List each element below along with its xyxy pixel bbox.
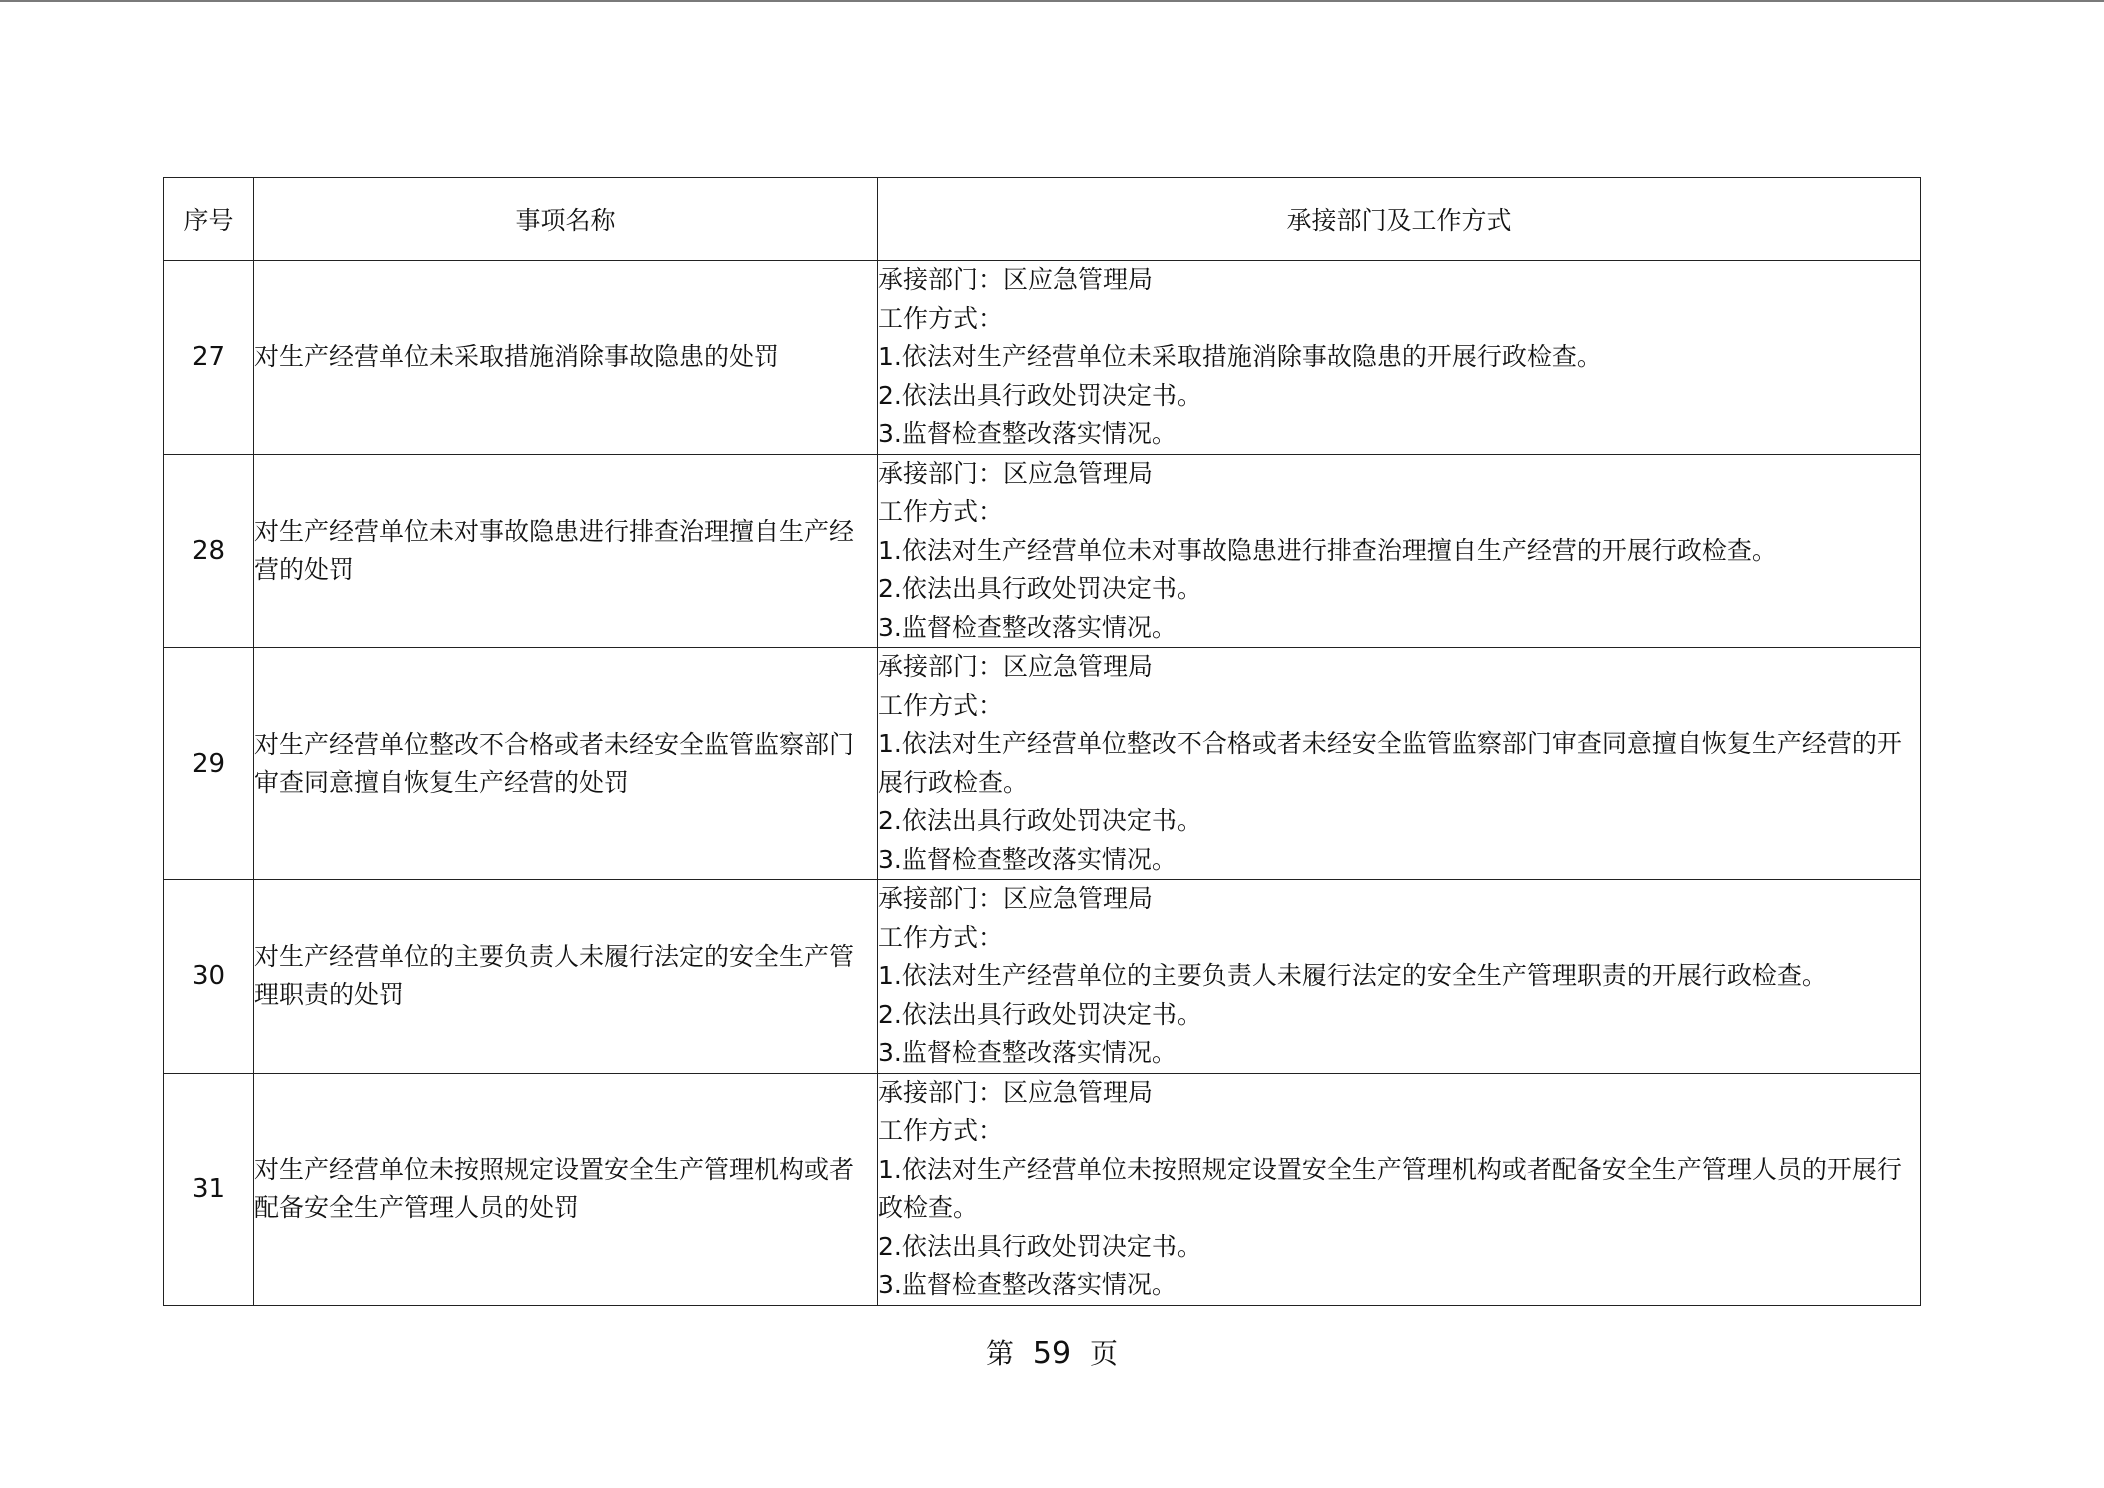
row-item-name: 对生产经营单位的主要负责人未履行法定的安全生产管理职责的处罚 xyxy=(254,880,878,1074)
step-item: 3.监督检查整改落实情况。 xyxy=(878,612,1177,642)
page-number: 59 xyxy=(1032,1336,1072,1371)
step-item: 2.依法出具行政处罚决定书。 xyxy=(878,999,1202,1029)
header-seq: 序号 xyxy=(164,178,254,261)
page-prefix: 第 xyxy=(985,1337,1014,1370)
step-item: 1.依法对生产经营单位未对事故隐患进行排查治理擅自生产经营的开展行政检查。 xyxy=(878,535,1777,565)
row-item-name: 对生产经营单位未采取措施消除事故隐患的处罚 xyxy=(254,261,878,455)
row-item-name: 对生产经营单位未对事故隐患进行排查治理擅自生产经营的处罚 xyxy=(254,454,878,648)
row-seq: 29 xyxy=(164,648,254,880)
page-number-footer xyxy=(0,1332,2104,1372)
matters-table xyxy=(163,177,1921,1306)
row-dept-method xyxy=(878,648,1921,880)
method-label: 工作方式： xyxy=(878,497,1004,526)
row-seq: 27 xyxy=(164,261,254,455)
step-item: 3.监督检查整改落实情况。 xyxy=(878,844,1177,874)
step-item: 3.监督检查整改落实情况。 xyxy=(878,419,1177,448)
table-header-row xyxy=(164,178,1921,261)
step-item: 1.依法对生产经营单位未按照规定设置安全生产管理机构或者配备安全生产管理人员的开展行政检查。 xyxy=(878,1154,1902,1222)
step-item: 2.依法出具行政处罚决定书。 xyxy=(878,1231,1202,1261)
row-seq: 31 xyxy=(164,1073,254,1305)
table-row xyxy=(164,880,1921,1074)
header-item-name: 事项名称 xyxy=(254,178,878,261)
dept-line: 承接部门：区应急管理局 xyxy=(878,458,1154,488)
dept-line: 承接部门：区应急管理局 xyxy=(878,265,1154,294)
dept-line: 承接部门：区应急管理局 xyxy=(878,884,1154,913)
method-label: 工作方式： xyxy=(878,1116,1004,1145)
page-top-border xyxy=(0,0,2104,2)
dept-line: 承接部门：区应急管理局 xyxy=(878,1077,1154,1107)
dept-line: 承接部门：区应急管理局 xyxy=(878,652,1154,681)
table-row xyxy=(164,648,1921,880)
header-dept-method: 承接部门及工作方式 xyxy=(878,178,1921,261)
method-label: 工作方式： xyxy=(878,303,1004,333)
step-item: 2.依法出具行政处罚决定书。 xyxy=(878,806,1202,835)
row-seq: 28 xyxy=(164,454,254,648)
step-item: 3.监督检查整改落实情况。 xyxy=(878,1038,1177,1067)
row-seq: 30 xyxy=(164,880,254,1074)
step-item: 1.依法对生产经营单位未采取措施消除事故隐患的开展行政检查。 xyxy=(878,342,1602,371)
row-dept-method xyxy=(878,880,1921,1074)
row-dept-method xyxy=(878,1073,1921,1305)
row-item-name: 对生产经营单位整改不合格或者未经安全监管监察部门审查同意擅自恢复生产经营的处罚 xyxy=(254,648,878,880)
step-item: 2.依法出具行政处罚决定书。 xyxy=(878,380,1202,410)
row-item-name: 对生产经营单位未按照规定设置安全生产管理机构或者配备安全生产管理人员的处罚 xyxy=(254,1073,878,1305)
row-dept-method xyxy=(878,261,1921,455)
table-row xyxy=(164,1073,1921,1305)
step-item: 3.监督检查整改落实情况。 xyxy=(878,1270,1177,1299)
page-suffix: 页 xyxy=(1090,1337,1119,1370)
method-label: 工作方式： xyxy=(878,922,1004,952)
step-item: 1.依法对生产经营单位整改不合格或者未经安全监管监察部门审查同意擅自恢复生产经营的开展行政检查。 xyxy=(878,729,1902,797)
table-row xyxy=(164,261,1921,455)
step-item: 2.依法出具行政处罚决定书。 xyxy=(878,574,1202,603)
step-item: 1.依法对生产经营单位的主要负责人未履行法定的安全生产管理职责的开展行政检查。 xyxy=(878,961,1827,990)
method-label: 工作方式： xyxy=(878,690,1004,720)
table-row xyxy=(164,454,1921,648)
row-dept-method xyxy=(878,454,1921,648)
